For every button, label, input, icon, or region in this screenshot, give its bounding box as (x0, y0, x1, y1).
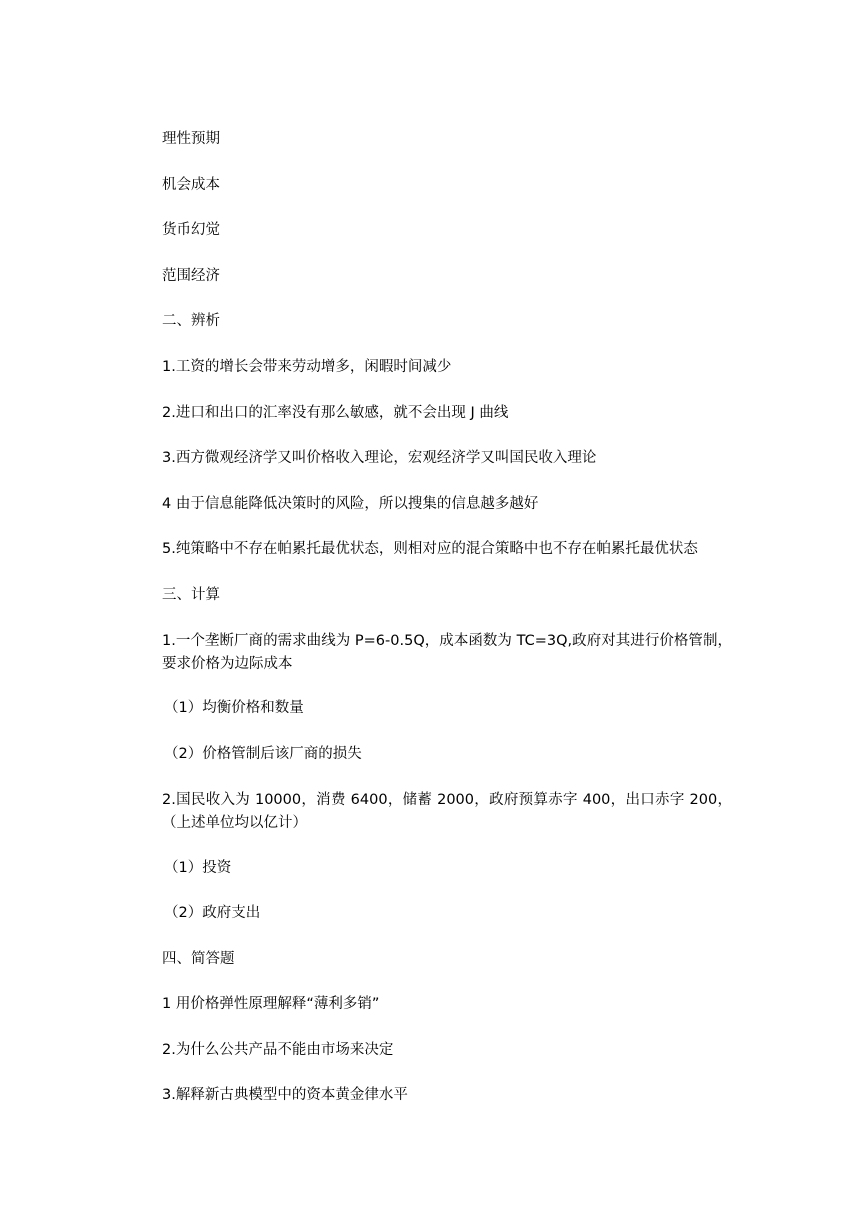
section-3-heading: 三、计算 (162, 587, 220, 603)
section-4-item-2: 2.为什么公共产品不能由市场来决定 (162, 1042, 394, 1058)
section-2-heading: 二、辨析 (162, 313, 220, 329)
section-3-question-1-part-2: （2）价格管制后该厂商的损失 (164, 746, 362, 762)
section-3-question-2-part-1: （1）投资 (164, 860, 232, 876)
section-2-item-4: 4 由于信息能降低决策时的风险，所以搜集的信息越多越好 (162, 496, 539, 512)
term-economies-of-scope: 范围经济 (162, 268, 220, 284)
term-opportunity-cost: 机会成本 (162, 177, 220, 193)
section-3-question-1: 1.一个垄断厂商的需求曲线为 P=6-0.5Q，成本函数为 TC=3Q,政府对其进行价格管制，要求价格为边际成本 (162, 633, 732, 672)
term-rational-expectations: 理性预期 (162, 131, 220, 147)
section-3-question-1-part-1: （1）均衡价格和数量 (164, 700, 304, 716)
section-4-item-1: 1 用价格弹性原理解释“薄利多销” (162, 996, 380, 1012)
section-4-heading: 四、简答题 (162, 951, 235, 967)
section-2-item-2: 2.进口和出口的汇率没有那么敏感，就不会出现 J 曲线 (162, 405, 509, 421)
section-2-item-5: 5.纯策略中不存在帕累托最优状态，则相对应的混合策略中也不存在帕累托最优状态 (162, 541, 698, 557)
section-4-item-3: 3.解释新古典模型中的资本黄金律水平 (162, 1087, 408, 1103)
term-money-illusion: 货币幻觉 (162, 222, 220, 238)
section-2-item-1: 1.工资的增长会带来劳动增多，闲暇时间减少 (162, 359, 452, 375)
section-3-question-2: 2.国民收入为 10000，消费 6400，储蓄 2000，政府预算赤字 400，出口赤字 200，（上述单位均以亿计） (162, 792, 732, 831)
section-2-item-3: 3.西方微观经济学又叫价格收入理论，宏观经济学又叫国民收入理论 (162, 450, 597, 466)
section-3-question-2-part-2: （2）政府支出 (164, 905, 261, 921)
